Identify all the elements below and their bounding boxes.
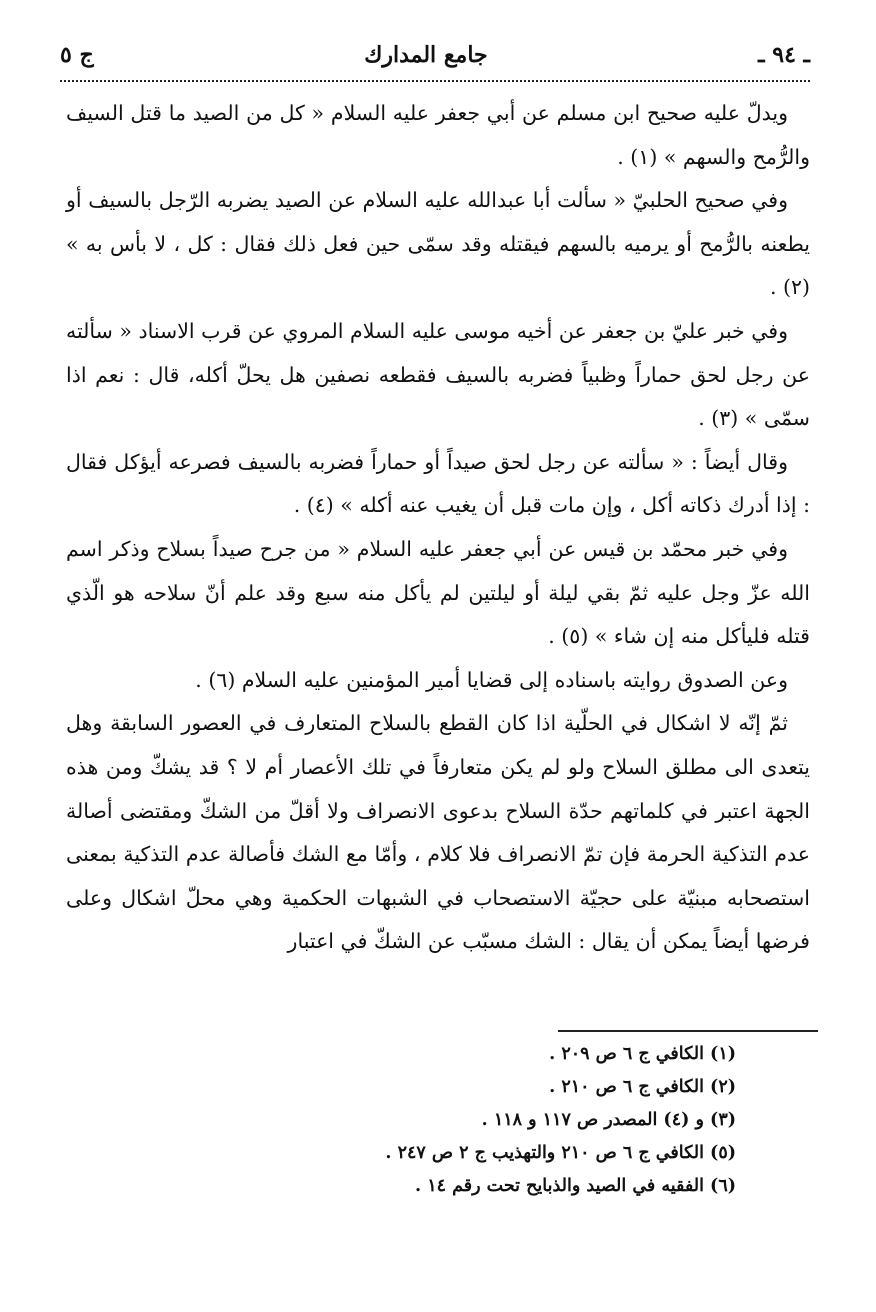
- footnote: (٢) الكافي ج ٦ ص ٢١٠ .: [549, 1077, 736, 1097]
- paragraph: وفي خبر عليّ بن جعفر عن أخيه موسى عليه السلام المروي عن قرب الاسناد « سألته عن رجل لحق حماراً وظبياً فضربه بالسيف فقطعه نصفين هل يحلّ أكله، قال : نعم اذا سمّى » (٣) .: [66, 318, 810, 431]
- main-text: [66, 92, 810, 964]
- paragraph: وفي صحيح الحلبيّ « سألت أبا عبدالله عليه السلام عن الصيد يضربه الرّجل بالسيف أو يطعنه بالرُّمح أو يرميه بالسهم فيقتله وقد سمّى حين فعل ذلك فقال : كل ، لا بأس به » (٢) .: [66, 188, 810, 300]
- footnote: (٥) الكافي ج ٦ ص ٢١٠ والتهذيب ج ٢ ص ٢٤٧ .: [385, 1143, 736, 1163]
- page-number: ـ ٩٤ ـ: [758, 42, 810, 68]
- paragraph: ثمّ إنّه لا اشكال في الحلّية اذا كان القطع بالسلاح المتعارف في العصور السابقة وهل يتعدى الى مطلق السلاح ولو لم يكن متعارفاً في تلك الأعصار أم لا ؟ قد يشكّ ومن هذه الجهة اعتبر في كلماتهم حدّة السلاح بدعوى الانصراف ولا أقلّ من الشكّ ومقتضى أصالة عدم التذكية الحرمة فإن تمّ الانصراف فلا كلام ، وأمّا مع الشك فأصالة عدم التذكية بمعنى استصحابه مبنيّة على حجيّة الاستصحاب في الشبهات الحكمية وهي محلّ اشكال وعلى فرضها أيضاً يمكن أن يقال : الشك مسبّب عن الشكّ في اعتبار: [66, 711, 810, 954]
- book-title: جامع المدارك: [364, 42, 488, 68]
- footnote: (٣) و (٤) المصدر ص ١١٧ و ١١٨ .: [481, 1110, 736, 1130]
- page-header: [60, 30, 810, 82]
- paragraph: ويدلّ عليه صحيح ابن مسلم عن أبي جعفر عليه السلام « كل من الصيد ما قتل السيف والرُّمح والسهم » (١) .: [66, 101, 810, 169]
- footnote: (١) الكافي ج ٦ ص ٢٠٩ .: [549, 1044, 736, 1064]
- footnote-divider: [558, 1030, 818, 1032]
- footnote: (٦) الفقيه في الصيد والذبايح تحت رقم ١٤ .: [415, 1176, 736, 1196]
- volume-label: ج ٥: [60, 42, 94, 68]
- paragraph: وفي خبر محمّد بن قيس عن أبي جعفر عليه السلام « من جرح صيداً بسلاح وذكر اسم الله عزّ وجل عليه ثمّ بقي ليلة أو ليلتين لم يأكل منه سبع وقد علم أنّ سلاحه هو الّذي قتله فليأكل منه إن شاء » (٥) .: [66, 536, 810, 649]
- paragraph: وعن الصدوق روايته باسناده إلى قضايا أمير المؤمنين عليه السلام (٦) .: [195, 667, 788, 692]
- paragraph: وقال أيضاً : « سألته عن رجل لحق صيداً أو حماراً فضربه بالسيف فصرعه أيؤكل فقال : إذا أدرك ذكاته أكل ، وإن مات قبل أن يغيب عنه أكله » (٤) .: [66, 449, 810, 518]
- footnotes: [136, 1038, 736, 1203]
